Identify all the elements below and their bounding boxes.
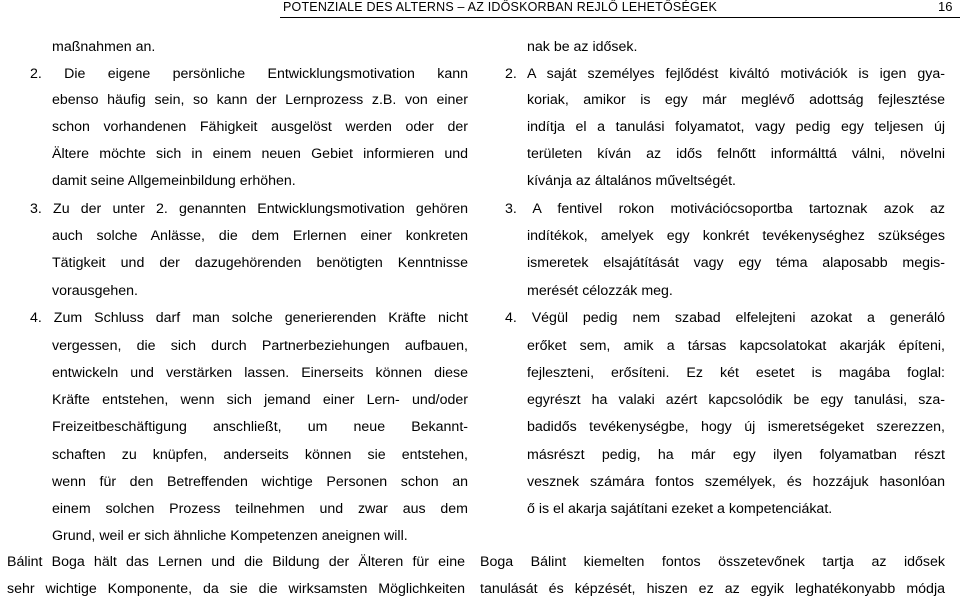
- german-text-line: Ältere möchte sich in einem neuen Gebiet informieren und: [52, 146, 468, 162]
- hungarian-text-line: ő is el akarja sajátítani ezeket a kompetenciákat.: [527, 501, 833, 517]
- hungarian-text-line: indítékok, amelyek egy konkrét tevékenységhez szükséges: [527, 228, 945, 244]
- hungarian-text-line: 3. A fentivel rokon motivációcsoportba tartoznak azok az: [505, 201, 945, 217]
- german-text-line: Kräfte entstehen, wenn sich jemand einer Lern- und/oder: [52, 392, 468, 408]
- hungarian-text-line: 2. A saját személyes fejlődést kiváltó motivációk is igen gya-: [505, 66, 945, 82]
- german-text-line: entwickeln und verstärken lassen. Einerseits können diese: [52, 365, 468, 381]
- german-text-line: Bálint Boga hält das Lernen und die Bildung der Älteren für eine: [7, 554, 465, 570]
- german-text-line: ebenso häufig sein, so kann der Lernprozess z.B. von einer: [52, 92, 468, 108]
- german-text-line: Grund, weil er sich ähnliche Kompetenzen aneignen will.: [52, 528, 408, 544]
- hungarian-text-line: 4. Végül pedig nem szabad elfelejteni azokat a generáló: [505, 310, 945, 326]
- german-text-line: 3. Zu der unter 2. genannten Entwicklungsmotivation gehören: [30, 201, 468, 217]
- header-rule: [280, 17, 960, 18]
- page-number: 16: [938, 0, 953, 14]
- german-text-line: 2. Die eigene persönliche Entwicklungsmotivation kann: [30, 66, 468, 82]
- hungarian-text-line: ismeretek elsajátítását vagy egy téma alaposabb megis-: [527, 255, 945, 271]
- hungarian-text-line: vesznek számára fontos személyek, és hozzájuk hasonlóan: [527, 474, 945, 490]
- hungarian-text-line: nak be az idősek.: [527, 39, 638, 55]
- german-text-line: einem solchen Prozess teilnehmen und zwar aus dem: [52, 501, 468, 517]
- german-text-line: sehr wichtige Komponente, da sie die wirksamsten Möglichkeiten: [7, 581, 465, 597]
- german-text-line: vorausgehen.: [52, 283, 138, 299]
- hungarian-text-line: merését célozzák meg.: [527, 283, 673, 299]
- german-text-line: damit seine Allgemeinbildung erhöhen.: [52, 173, 296, 189]
- running-title: POTENZIALE DES ALTERNS – AZ IDŐSKORBAN REJLŐ LEHETŐSÉGEK: [283, 0, 718, 14]
- page-header: [0, 0, 960, 22]
- hungarian-text-line: koriak, amikor is egy már meglévő adottság fejlesztése: [527, 92, 945, 108]
- hungarian-text-line: tanulását és képzését, hiszen ez az egyik leghatékonyabb módja: [480, 581, 945, 597]
- german-text-line: schaften zu knüpfen, anderseits können sie entstehen,: [52, 447, 468, 463]
- hungarian-text-line: Boga Bálint kiemelten fontos összetevőnek tartja az idősek: [480, 554, 945, 570]
- german-text-line: auch solche Anlässe, die dem Erlernen einer konkreten: [52, 228, 468, 244]
- german-text-line: maßnahmen an.: [52, 39, 156, 55]
- hungarian-text-line: indítja el a tanulási folyamatot, vagy pedig egy teljesen új: [527, 119, 945, 135]
- german-text-line: Freizeitbeschäftigung anschließt, um neue Bekannt-: [52, 419, 468, 435]
- hungarian-text-line: fejleszteni, erősíteni. Ez két esetet is magába foglal:: [527, 365, 945, 381]
- hungarian-text-line: másrészt pedig, ha már egy ilyen folyamatban részt: [527, 447, 945, 463]
- german-text-line: Tätigkeit und der dazugehörenden benötigten Kenntnisse: [52, 255, 468, 271]
- german-text-line: vergessen, die sich durch Partnerbeziehungen aufbauen,: [52, 338, 468, 354]
- hungarian-text-line: badidős tevékenységbe, hogy új ismeretségeket szerezzen,: [527, 419, 945, 435]
- hungarian-text-line: kívánja az általános műveltségét.: [527, 173, 736, 189]
- hungarian-text-line: erőket sem, amik a társas kapcsolatokat akarják építeni,: [527, 338, 945, 354]
- hungarian-text-line: területen kíván az idős felnőtt informálttá válni, növelni: [527, 146, 945, 162]
- german-text-line: 4. Zum Schluss darf man solche generierenden Kräfte nicht: [30, 310, 468, 326]
- german-text-line: schon vorhandenen Fähigkeit ausgelöst werden oder der: [52, 119, 468, 135]
- hungarian-text-line: egyrészt ha valaki azért kapcsolódik be egy tanulási, sza-: [527, 392, 945, 408]
- german-text-line: wenn für den Betreffenden wichtige Personen schon an: [52, 474, 468, 490]
